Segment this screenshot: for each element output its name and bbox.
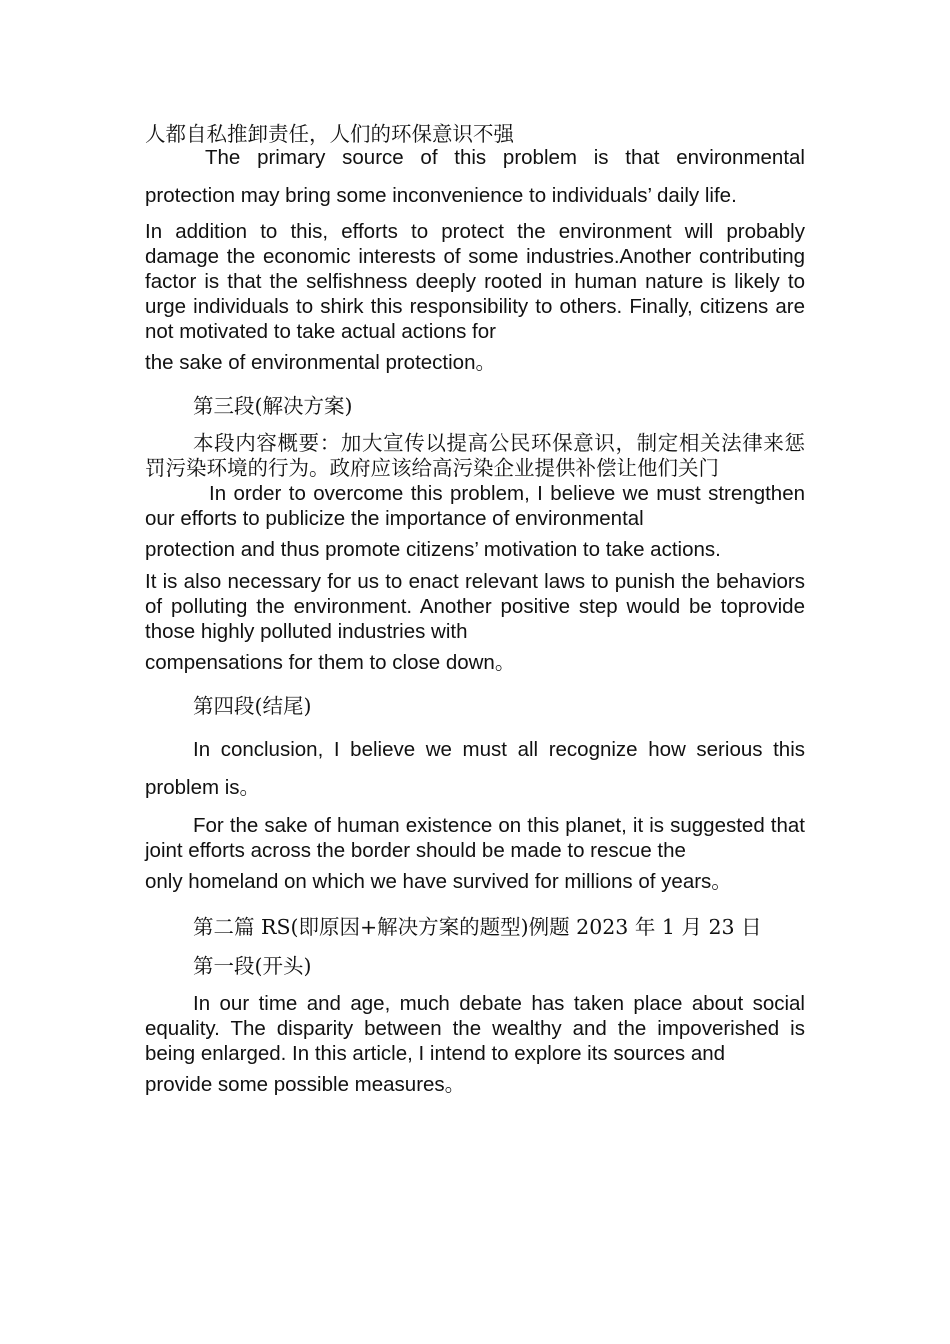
section3-heading: 第三段(解决方案) [193, 394, 353, 418]
section4-heading: 第四段(结尾) [193, 694, 312, 718]
article2-heading: 第二篇 RS(即原因+解决方案的题型)例题 2023 年 1 月 23 日 [193, 915, 762, 939]
conclusion-paragraph-2: For the sake of human existence on this planet, it is suggested that joint efforts across the border should be made to rescue the [145, 814, 805, 862]
reasons-paragraph-line1: The primary source of this problem is that environmental protection may bring some inconvenience to individuals’ daily life. [145, 146, 805, 207]
intro-summary-cn: 人都自私推卸责任，人们的环保意识不强 [145, 122, 514, 146]
solutions-paragraph-end: compensations for them to close down。 [145, 651, 516, 674]
opening-paragraph: In our time and age, much debate has taken place about social equality. The disparity between the wealthy and the impoverished is being enlarged. In this article, I intend to explore its sources and [145, 992, 805, 1065]
conclusion-paragraph-2-end: only homeland on which we have survived for millions of years。 [145, 870, 732, 893]
opening-paragraph-end: provide some possible measures。 [145, 1073, 466, 1096]
solutions-paragraph-line: protection and thus promote citizens’ motivation to take actions. [145, 538, 721, 561]
reasons-paragraph-end: the sake of environmental protection。 [145, 351, 496, 374]
section1-heading: 第一段(开头) [193, 954, 312, 978]
section3-summary-cn: 本段内容概要：加大宣传以提高公民环保意识，制定相关法律来惩罚污染环境的行为。政府应该给高污染企业提供补偿让他们关门 [145, 431, 805, 480]
conclusion-paragraph-1: In conclusion, I believe we must all recognize how serious this problem is。 [145, 738, 805, 799]
reasons-paragraph-body: In addition to this, efforts to protect the environment will probably damage the economic interests of some industries.Another contributing factor is that the selfishness deeply rooted in human nature is likely to urge individuals to shirk this responsibility to others. Finally, citizens are not motivated to take actual actions for [145, 220, 805, 343]
solutions-paragraph-start: In order to overcome this problem, I believe we must strengthen our efforts to publicize the importance of environmental [145, 482, 805, 530]
document-page [145, 122, 805, 1104]
solutions-paragraph-body: It is also necessary for us to enact relevant laws to punish the behaviors of polluting the environment. Another positive step would be toprovide those highly polluted industries with [145, 570, 805, 643]
